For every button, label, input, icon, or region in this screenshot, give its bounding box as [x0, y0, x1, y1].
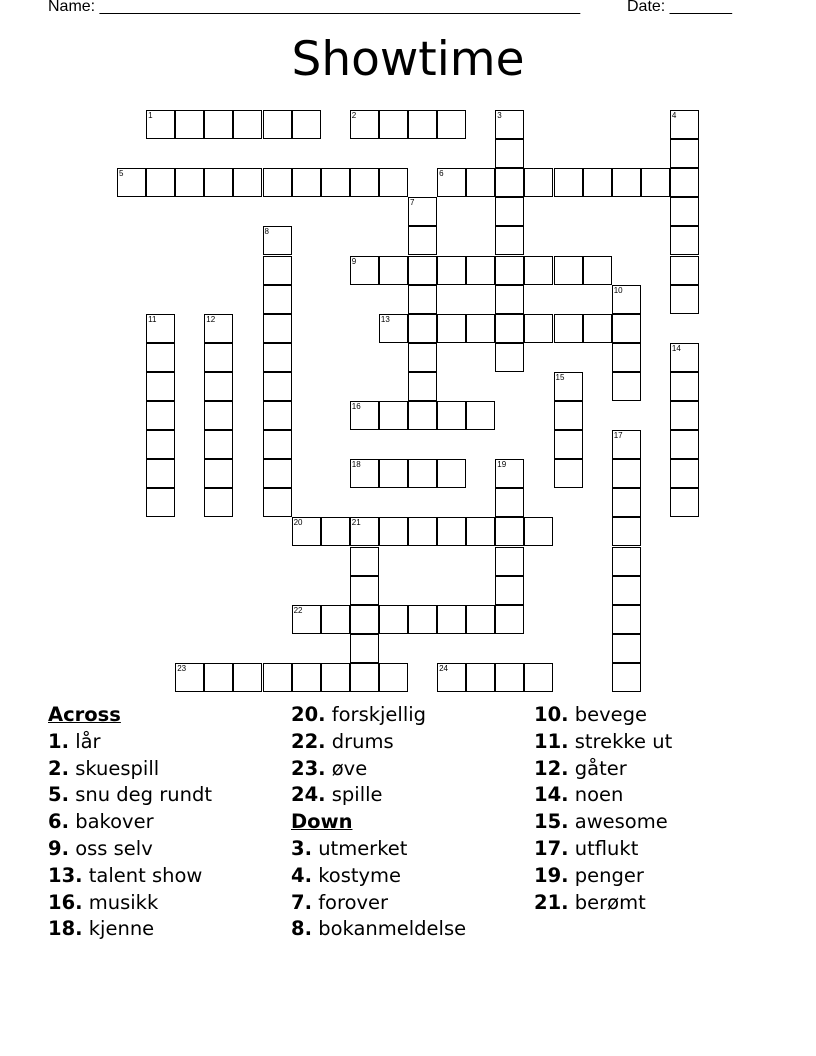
grid-cell[interactable]	[263, 459, 292, 488]
grid-cell[interactable]	[175, 110, 204, 139]
clue-number: 17	[613, 431, 623, 441]
grid-cell[interactable]	[321, 168, 350, 197]
grid-cell[interactable]	[437, 459, 466, 488]
grid-cell[interactable]	[495, 314, 524, 343]
grid-cell[interactable]	[408, 459, 437, 488]
grid-cell[interactable]	[379, 168, 408, 197]
clue-number: 6	[439, 169, 444, 179]
grid-cell[interactable]	[466, 314, 495, 343]
clue-item	[534, 756, 672, 783]
grid-cell[interactable]	[263, 663, 292, 692]
grid-cell[interactable]	[524, 517, 553, 546]
clue-number: 4	[671, 111, 677, 120]
clue-number: 18	[351, 460, 361, 470]
grid-cell[interactable]	[146, 343, 175, 372]
grid-cell[interactable]	[204, 343, 233, 372]
grid-cell[interactable]	[408, 605, 437, 634]
clue-item	[534, 782, 672, 809]
grid-cell[interactable]	[350, 110, 379, 139]
grid-cell[interactable]	[408, 256, 437, 285]
clue-item	[48, 863, 212, 890]
grid-cell[interactable]	[263, 401, 292, 430]
clue-number: 23	[177, 663, 187, 673]
clue-item	[291, 729, 466, 756]
grid-cell[interactable]	[612, 372, 641, 401]
clue-item-text: awesome	[574, 810, 668, 834]
grid-cell[interactable]	[524, 256, 553, 285]
grid-cell[interactable]	[583, 256, 612, 285]
clue-item-text: musikk	[88, 890, 159, 914]
grid-cell[interactable]	[233, 110, 262, 139]
clue-item-text: utflukt	[574, 836, 639, 860]
grid-cell[interactable]	[321, 517, 350, 546]
grid-cell[interactable]	[495, 576, 524, 605]
grid-cell[interactable]	[233, 168, 262, 197]
grid-cell[interactable]	[292, 605, 321, 634]
grid-cell[interactable]	[146, 110, 175, 139]
grid-cell[interactable]	[466, 401, 495, 430]
grid-cell[interactable]	[146, 459, 175, 488]
grid-cell[interactable]	[437, 168, 466, 197]
grid-cell[interactable]	[495, 226, 524, 255]
clue-number: 24	[439, 663, 448, 673]
clue-column	[48, 702, 212, 943]
clue-column	[291, 702, 466, 943]
grid-cell[interactable]	[437, 517, 466, 546]
grid-cell[interactable]	[612, 488, 641, 517]
clue-item-number: 14.	[534, 783, 569, 807]
grid-cell[interactable]	[670, 168, 699, 197]
grid-cell[interactable]	[350, 256, 379, 285]
grid-cell[interactable]	[408, 226, 437, 255]
grid-cell[interactable]	[175, 663, 204, 692]
clue-item-text: bokanmeldelse	[318, 917, 467, 941]
clue-item-text: talent show	[88, 863, 203, 887]
grid-cell[interactable]	[408, 343, 437, 372]
clue-item	[291, 756, 466, 783]
clue-number: 19	[497, 460, 507, 470]
clue-item-number: 18.	[48, 917, 83, 941]
grid-cell[interactable]	[437, 605, 466, 634]
grid-cell[interactable]	[466, 605, 495, 634]
grid-cell[interactable]	[495, 343, 524, 372]
grid-cell[interactable]	[612, 634, 641, 663]
clue-number: 15	[555, 372, 565, 382]
clue-item-text: spille	[331, 783, 383, 807]
clue-item-number: 15.	[534, 810, 569, 834]
grid-cell[interactable]	[321, 663, 350, 692]
grid-cell[interactable]	[495, 517, 524, 546]
grid-cell[interactable]	[612, 285, 641, 314]
grid-cell[interactable]	[495, 168, 524, 197]
grid-cell[interactable]	[350, 401, 379, 430]
clue-item-number: 22.	[291, 729, 326, 753]
grid-cell[interactable]	[670, 285, 699, 314]
grid-cell[interactable]	[379, 110, 408, 139]
clue-item-text: kjenne	[88, 917, 155, 941]
grid-cell[interactable]	[379, 517, 408, 546]
grid-cell[interactable]	[117, 168, 146, 197]
grid-cell[interactable]	[437, 110, 466, 139]
clue-item	[291, 702, 466, 729]
grid-cell[interactable]	[263, 285, 292, 314]
grid-cell[interactable]	[350, 459, 379, 488]
grid-cell[interactable]	[204, 372, 233, 401]
clue-item-number: 6.	[48, 810, 69, 834]
clue-item-number: 2.	[48, 756, 69, 780]
grid-cell[interactable]	[263, 314, 292, 343]
grid-cell[interactable]	[641, 168, 670, 197]
clue-item	[48, 809, 212, 836]
grid-cell[interactable]	[146, 430, 175, 459]
clue-item	[291, 863, 466, 890]
clue-item-number: 8.	[291, 917, 312, 941]
grid-cell[interactable]	[233, 663, 262, 692]
clue-number: 14	[671, 343, 681, 353]
grid-cell[interactable]	[612, 459, 641, 488]
across-heading: Across	[48, 703, 121, 726]
grid-cell[interactable]	[495, 459, 524, 488]
grid-cell[interactable]	[263, 488, 292, 517]
grid-cell[interactable]	[263, 343, 292, 372]
grid-cell[interactable]	[350, 605, 379, 634]
grid-cell[interactable]	[379, 256, 408, 285]
grid-cell[interactable]	[292, 517, 321, 546]
grid-cell[interactable]	[612, 314, 641, 343]
grid-cell[interactable]	[466, 256, 495, 285]
clue-item-number: 23.	[291, 756, 326, 780]
clue-number: 10	[613, 285, 623, 295]
grid-cell[interactable]	[524, 314, 553, 343]
grid-cell[interactable]	[466, 663, 495, 692]
grid-cell[interactable]	[263, 372, 292, 401]
clue-number: 22	[293, 605, 303, 615]
grid-cell[interactable]	[612, 663, 641, 692]
grid-cell[interactable]	[292, 168, 321, 197]
grid-cell[interactable]	[670, 226, 699, 255]
grid-cell[interactable]	[408, 314, 437, 343]
clue-item	[534, 836, 672, 863]
grid-cell[interactable]	[204, 459, 233, 488]
clue-item-number: 1.	[48, 729, 69, 753]
clue-item-text: gåter	[574, 756, 627, 780]
clue-item-number: 4.	[291, 863, 312, 887]
clue-item-text: utmerket	[318, 836, 408, 860]
grid-cell[interactable]	[263, 226, 292, 255]
clue-item-text: strekke ut	[574, 729, 673, 753]
grid-cell[interactable]	[554, 168, 583, 197]
grid-cell[interactable]	[204, 488, 233, 517]
clue-item-number: 5.	[48, 783, 69, 807]
clue-item	[291, 916, 466, 943]
grid-cell[interactable]	[146, 488, 175, 517]
clue-item-number: 19.	[534, 863, 569, 887]
clue-item-text: oss selv	[75, 836, 153, 860]
grid-cell[interactable]	[612, 430, 641, 459]
grid-cell[interactable]	[350, 517, 379, 546]
grid-cell[interactable]	[612, 517, 641, 546]
grid-cell[interactable]	[175, 168, 204, 197]
grid-cell[interactable]	[350, 547, 379, 576]
grid-cell[interactable]	[495, 197, 524, 226]
grid-cell[interactable]	[495, 663, 524, 692]
clue-item	[48, 782, 212, 809]
clue-item	[534, 890, 672, 917]
grid-cell[interactable]	[554, 430, 583, 459]
grid-cell[interactable]	[379, 401, 408, 430]
clue-item-number: 10.	[534, 703, 569, 726]
grid-cell[interactable]	[350, 634, 379, 663]
grid-cell[interactable]	[408, 285, 437, 314]
grid-cell[interactable]	[204, 430, 233, 459]
grid-cell[interactable]	[204, 110, 233, 139]
clue-column	[534, 702, 672, 916]
clue-item-number: 16.	[48, 890, 83, 914]
grid-cell[interactable]	[554, 314, 583, 343]
clue-number: 21	[351, 518, 361, 528]
grid-cell[interactable]	[408, 372, 437, 401]
grid-cell[interactable]	[263, 256, 292, 285]
grid-cell[interactable]	[554, 256, 583, 285]
clue-item-number: 7.	[291, 890, 312, 914]
grid-cell[interactable]	[583, 168, 612, 197]
clue-item	[534, 809, 672, 836]
grid-cell[interactable]	[670, 430, 699, 459]
clue-item-text: drums	[331, 729, 394, 753]
clue-item-number: 24.	[291, 783, 326, 807]
grid-cell[interactable]	[554, 401, 583, 430]
clue-item-text: kostyme	[318, 863, 402, 887]
clue-item	[48, 729, 212, 756]
clue-number: 12	[206, 314, 216, 324]
clue-item-text: bevege	[574, 703, 648, 726]
grid-cell[interactable]	[379, 314, 408, 343]
clue-number: 20	[293, 518, 303, 528]
grid-cell[interactable]	[292, 663, 321, 692]
down-heading: Down	[291, 810, 353, 834]
grid-cell[interactable]	[466, 168, 495, 197]
clue-number: 5	[119, 169, 124, 179]
grid-cell[interactable]	[466, 517, 495, 546]
grid-cell[interactable]	[612, 168, 641, 197]
grid-cell[interactable]	[146, 314, 175, 343]
grid-cell[interactable]	[321, 605, 350, 634]
grid-cell[interactable]	[146, 401, 175, 430]
grid-cell[interactable]	[350, 663, 379, 692]
grid-cell[interactable]	[670, 343, 699, 372]
clue-number: 8	[264, 227, 269, 237]
grid-cell[interactable]	[495, 547, 524, 576]
grid-cell[interactable]	[408, 401, 437, 430]
grid-cell[interactable]	[495, 285, 524, 314]
grid-cell[interactable]	[350, 168, 379, 197]
clue-item-number: 11.	[534, 729, 569, 753]
grid-cell[interactable]	[670, 372, 699, 401]
clue-item-number: 13.	[48, 863, 83, 887]
grid-cell[interactable]	[495, 605, 524, 634]
grid-cell[interactable]	[437, 314, 466, 343]
clue-item-number: 21.	[534, 890, 569, 914]
clue-item-number: 3.	[291, 836, 312, 860]
grid-cell[interactable]	[263, 110, 292, 139]
clue-item-text: penger	[574, 863, 644, 887]
name-field-label: Name: ______________________________________________________	[48, 0, 581, 15]
grid-cell[interactable]	[204, 314, 233, 343]
grid-cell[interactable]	[495, 256, 524, 285]
grid-cell[interactable]	[146, 168, 175, 197]
grid-cell[interactable]	[612, 576, 641, 605]
grid-cell[interactable]	[437, 401, 466, 430]
clue-item-text: øve	[331, 756, 368, 780]
clue-item-text: berømt	[574, 890, 646, 914]
grid-cell[interactable]	[670, 197, 699, 226]
clue-item-text: lår	[75, 729, 101, 753]
grid-cell[interactable]	[612, 343, 641, 372]
clue-item-text: skuespill	[75, 756, 160, 780]
clue-item-text: bakover	[75, 810, 154, 834]
clue-number: 1	[148, 111, 153, 120]
clue-item-number: 12.	[534, 756, 569, 780]
clue-item-number: 9.	[48, 836, 69, 860]
clue-item	[291, 782, 466, 809]
clue-item-text: snu deg rundt	[75, 783, 212, 807]
clue-item	[291, 890, 466, 917]
date-field-label: Date: _______	[627, 0, 732, 15]
grid-cell[interactable]	[263, 168, 292, 197]
clue-number: 16	[351, 402, 361, 411]
grid-cell[interactable]	[670, 459, 699, 488]
grid-cell[interactable]	[263, 430, 292, 459]
clue-item	[534, 863, 672, 890]
clue-item-number: 17.	[534, 836, 569, 860]
grid-cell[interactable]	[146, 372, 175, 401]
grid-cell[interactable]	[437, 663, 466, 692]
grid-cell[interactable]	[204, 663, 233, 692]
clue-item	[48, 836, 212, 863]
clue-number: 3	[497, 111, 502, 120]
clue-item	[48, 916, 212, 943]
clue-number: 13	[380, 314, 390, 324]
clue-item	[291, 836, 466, 863]
grid-cell[interactable]	[379, 663, 408, 692]
grid-cell[interactable]	[524, 168, 553, 197]
grid-cell[interactable]	[408, 517, 437, 546]
grid-cell[interactable]	[670, 488, 699, 517]
grid-cell[interactable]	[495, 488, 524, 517]
grid-cell[interactable]	[379, 459, 408, 488]
grid-cell[interactable]	[612, 605, 641, 634]
grid-cell[interactable]	[670, 139, 699, 168]
clue-item-number: 20.	[291, 703, 326, 726]
clue-item	[48, 756, 212, 783]
clue-item-text: noen	[574, 783, 624, 807]
grid-cell[interactable]	[495, 139, 524, 168]
grid-cell[interactable]	[408, 197, 437, 226]
grid-cell[interactable]	[670, 256, 699, 285]
grid-cell[interactable]	[524, 663, 553, 692]
grid-cell[interactable]	[583, 314, 612, 343]
grid-cell[interactable]	[408, 110, 437, 139]
grid-cell[interactable]	[495, 110, 524, 139]
page-title: Showtime	[291, 32, 525, 87]
clue-item-text: forover	[318, 890, 389, 914]
clue-item	[48, 890, 212, 917]
grid-cell[interactable]	[554, 459, 583, 488]
clue-number: 9	[351, 256, 357, 266]
grid-cell[interactable]	[204, 401, 233, 430]
clue-number: 11	[148, 314, 157, 324]
grid-cell[interactable]	[612, 547, 641, 576]
clue-item-text: forskjellig	[331, 703, 427, 726]
grid-cell[interactable]	[554, 372, 583, 401]
grid-cell[interactable]	[437, 256, 466, 285]
grid-cell[interactable]	[204, 168, 233, 197]
clue-number: 7	[410, 198, 415, 208]
grid-cell[interactable]	[292, 110, 321, 139]
grid-cell[interactable]	[670, 401, 699, 430]
grid-cell[interactable]	[350, 576, 379, 605]
clue-number: 2	[351, 111, 357, 120]
grid-cell[interactable]	[670, 110, 699, 139]
clue-item	[534, 729, 672, 756]
clue-item	[534, 702, 672, 729]
grid-cell[interactable]	[379, 605, 408, 634]
